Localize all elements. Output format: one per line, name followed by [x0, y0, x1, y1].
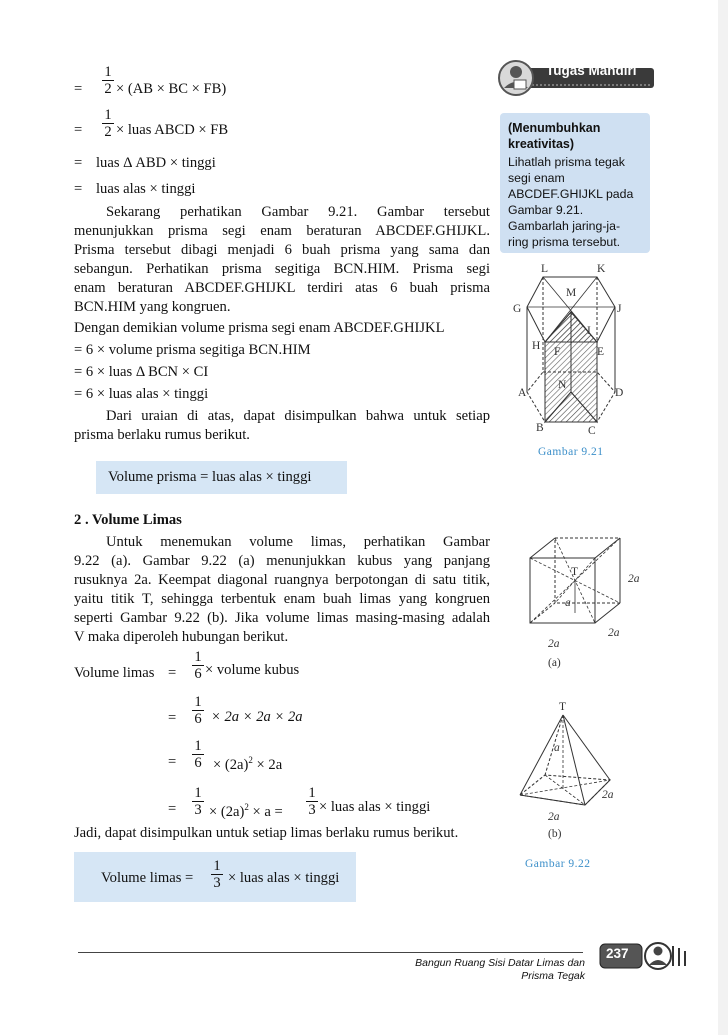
eq-sign: =	[168, 710, 177, 726]
fraction-sixth: 1 6	[191, 738, 205, 771]
equation-line: = 6 × luas Δ BCN × CI	[74, 364, 209, 380]
fraction-half: 1 2	[101, 107, 115, 140]
formula-limas-tail: × luas alas × tinggi	[228, 870, 340, 886]
fraction-half: 1 2	[101, 64, 115, 97]
paragraph-prisma	[74, 203, 490, 445]
tugas-mandiri-box	[500, 113, 650, 253]
eq-sign: =	[74, 181, 83, 197]
dimension-label: 2a	[548, 811, 560, 823]
text-line: rusuknya 2a. Keempat diagonal ruangnya berpotongan di satu titik,	[74, 572, 490, 588]
dimension-label: a	[565, 597, 571, 609]
vertex-label: B	[536, 422, 544, 434]
text-line: Untuk menemukan volume limas, perhatikan Gambar	[106, 534, 490, 550]
text-line: enam beraturan ABCDEF.GHIJKL terdiri atas 6 buah prisma	[74, 280, 490, 296]
vertex-label: K	[597, 263, 606, 275]
vertex-label: H	[532, 340, 541, 352]
footer-title: Bangun Ruang Sisi Datar Limas dan Prisma Tegak	[415, 957, 585, 982]
text-line: seperti Gambar 9.22 (b). Jika volume limas masing-masing adalah	[74, 610, 490, 626]
text-line: menunjukkan prisma segi enam beraturan ABCDEF.GHIJKL.	[74, 223, 490, 239]
fraction-sixth: 1 6	[191, 694, 205, 727]
vertex-label: G	[513, 303, 522, 315]
point-label: T	[559, 701, 567, 713]
page-number: 237	[606, 946, 629, 961]
fraction-sixth: 1 6	[191, 649, 205, 682]
section-heading: 2 . Volume Limas	[74, 512, 182, 528]
text-line: V maka diperoleh hubungan berikut.	[74, 629, 289, 645]
derivation-row-1: × volume kubus	[205, 662, 300, 678]
dimension-label: 2a	[602, 789, 614, 801]
footer-rule	[78, 952, 583, 953]
conclusion-text: Jadi, dapat disimpulkan untuk setiap limas berlaku rumus berikut.	[74, 825, 459, 841]
vertex-label: D	[615, 387, 624, 399]
top-line-3: luas Δ ABD × tinggi	[96, 155, 216, 171]
page-edge	[718, 0, 728, 1035]
text-line: BCN.HIM yang kongruen.	[74, 299, 231, 315]
vertex-label: M	[566, 287, 577, 299]
box-heading: (Menumbuhkan kreativitas)	[508, 121, 601, 151]
derivation-row-4: × $(2a)^2 \times a$ =	[209, 802, 283, 820]
top-line-2: × luas ABCD × FB	[116, 122, 229, 138]
vertex-label: F	[554, 346, 561, 358]
formula-box-prisma	[96, 461, 347, 494]
eq-sign: =	[74, 155, 83, 171]
dimension-label: 2a	[628, 573, 640, 585]
dimension-label: a	[554, 742, 560, 754]
vertex-label: A	[518, 387, 527, 399]
vertex-label: L	[541, 263, 549, 275]
text-line: Sekarang perhatikan Gambar 9.21. Gambar tersebut	[106, 204, 490, 220]
text-line: Dari uraian di atas, dapat disimpulkan bahwa untuk setiap	[106, 408, 490, 424]
point-label: T	[571, 566, 579, 578]
formula-prisma: Volume prisma = luas alas × tinggi	[108, 469, 312, 485]
figure-caption: Gambar 9.22	[525, 858, 591, 870]
fraction-third: 1 3	[305, 785, 319, 818]
text-line: 9.22 (a). Gambar 9.22 (a) menunjukkan kubus yang panjang	[74, 553, 490, 569]
text-line: yaitu titik T, sehingga terbentuk enam buah limas yang kongruen	[74, 591, 490, 607]
figure-caption: Gambar 9.21	[538, 446, 604, 458]
top-line-4: luas alas × tinggi	[96, 181, 196, 197]
subfigure-label: (b)	[548, 828, 562, 840]
dimension-label: 2a	[608, 627, 620, 639]
text-line: prisma berlaku rumus berikut.	[74, 427, 250, 443]
figure-cube	[525, 533, 635, 633]
eq-sign: =	[168, 665, 177, 681]
box-text: Lihatlah prisma tegak segi enam ABCDEF.GHIJKL pada Gambar 9.21. Gambarlah jaring-ja- ring prisma tersebut.	[508, 155, 634, 249]
equation-line: = 6 × volume prisma segitiga BCN.HIM	[74, 342, 311, 358]
subfigure-label: (a)	[548, 657, 561, 669]
eq-sign: =	[74, 81, 83, 97]
text-line: Prisma tersebut dibagi menjadi 6 buah prisma yang sama dan	[74, 242, 490, 258]
vertex-label: C	[588, 425, 596, 437]
fraction-third: 1 3	[210, 858, 224, 891]
eq-sign: =	[74, 122, 83, 138]
vertex-label: E	[597, 346, 605, 358]
paragraph-limas	[74, 533, 490, 647]
text-line: sebangun. Perhatikan prisma segitiga BCN.HIM. Prisma segi	[74, 261, 490, 277]
dimension-label: 2a	[548, 638, 560, 650]
vertex-label: N	[558, 379, 567, 391]
equation-line: = 6 × luas alas × tinggi	[74, 386, 209, 402]
eq-sign: =	[168, 754, 177, 770]
vertex-label: J	[617, 303, 622, 315]
vertex-label: I	[587, 325, 591, 337]
volume-limas-label: Volume limas	[74, 665, 155, 681]
top-line-1: × (AB × BC × FB)	[116, 81, 227, 97]
text-line: Dengan demikian volume prisma segi enam ABCDEF.GHIJKL	[74, 320, 445, 336]
derivation-row-2: × 2a × 2a × 2a	[211, 709, 303, 725]
eq-sign: =	[168, 801, 177, 817]
formula-box-limas	[74, 852, 356, 902]
derivation-row-4-tail: × luas alas × tinggi	[319, 799, 431, 815]
fraction-third: 1 3	[191, 785, 205, 818]
badge-title: Tugas Mandiri	[546, 63, 637, 78]
formula-limas-label: Volume limas =	[101, 870, 194, 886]
derivation-row-3: × $(2a)^2 \times 2a$	[213, 755, 283, 773]
